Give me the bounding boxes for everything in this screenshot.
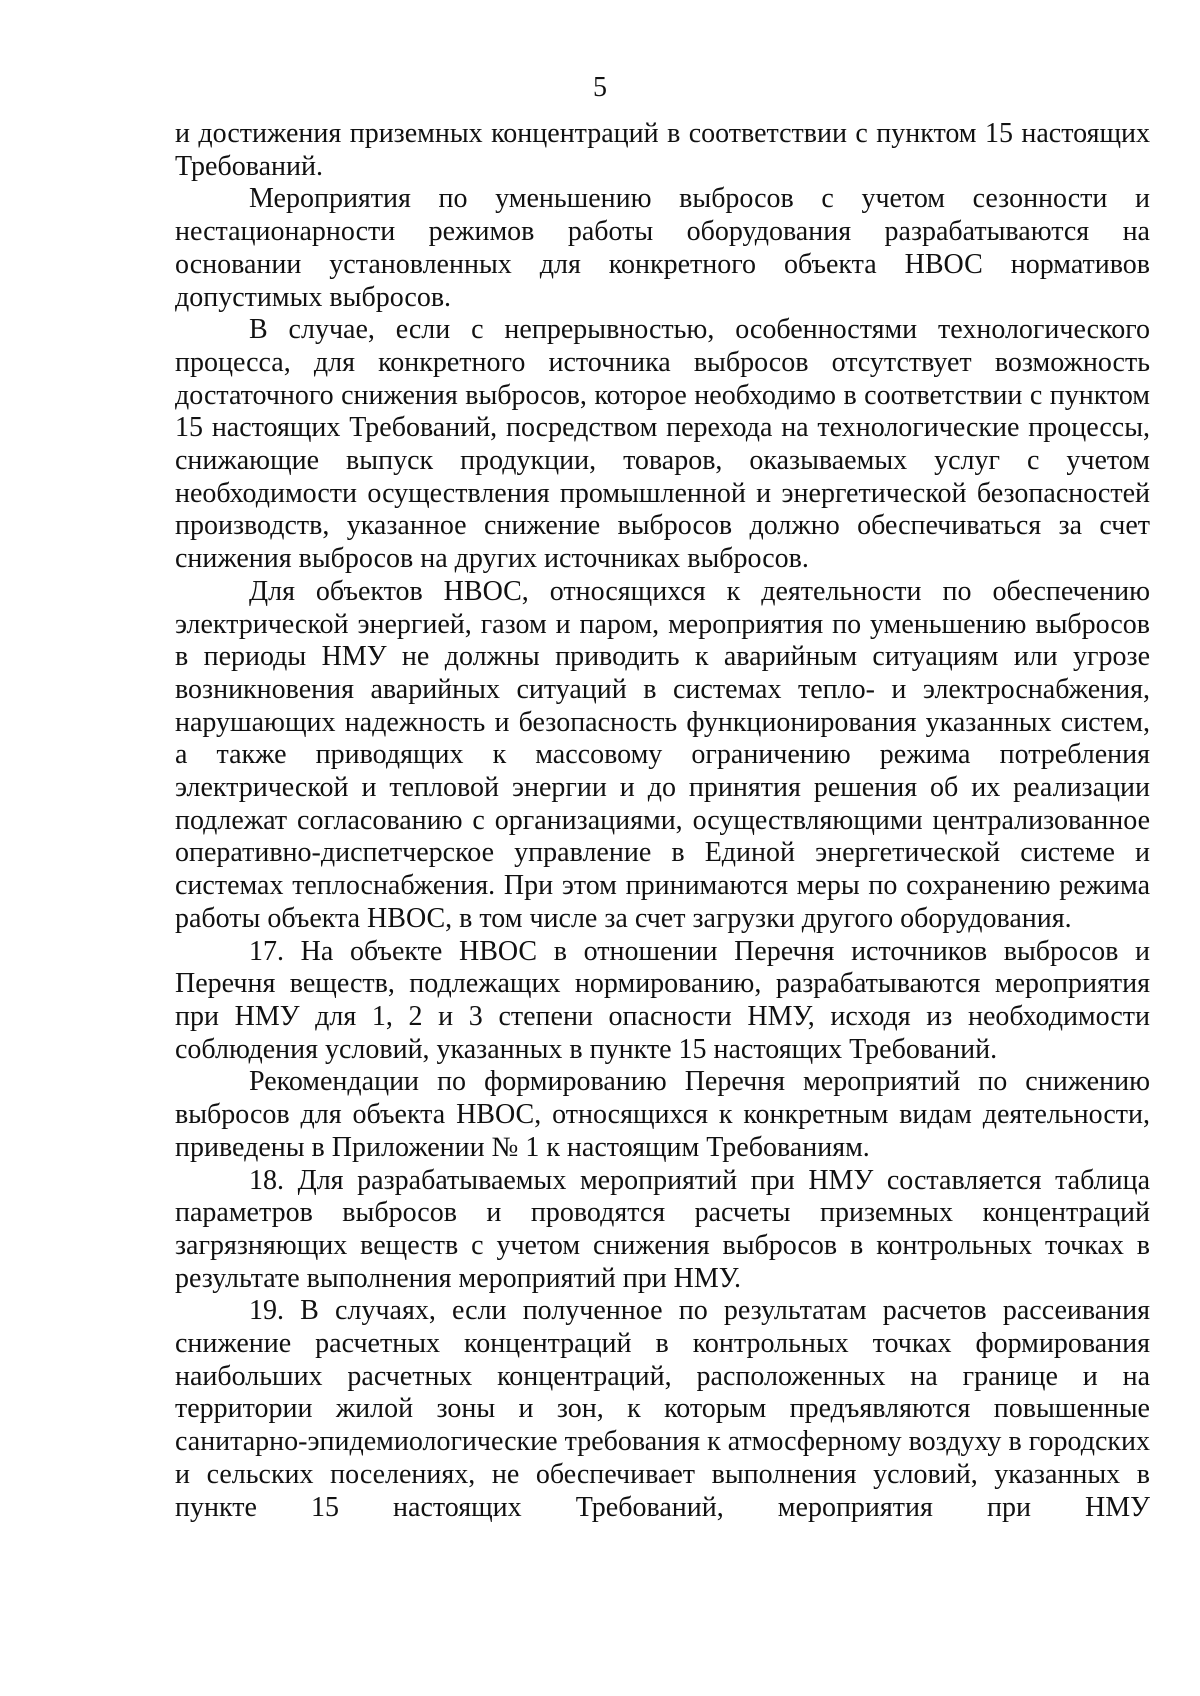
paragraph-item-18: 18. Для разрабатываемых мероприятий при НМУ составляется таблица параметров выбросов и проводятся расчеты приземных концентраций загрязняющих веществ с учетом снижения выбросов в контрольных точках в результате выполнения мероприятий при НМУ. <box>175 1164 1150 1294</box>
paragraph-seasonal-measures: Мероприятия по уменьшению выбросов с учетом сезонности и нестационарности режимов работы оборудования разрабатываются на основании установленных для конкретного объекта НВОС нормативов допустимых выбросов. <box>175 183 1150 313</box>
document-body <box>175 118 1150 1524</box>
paragraph-item-17: 17. На объекте НВОС в отношении Перечня источников выбросов и Перечня веществ, подлежащих нормированию, разрабатываются мероприятия при НМУ для 1, 2 и 3 степени опасности НМУ, исходя из необходимости соблюдения условий, указанных в пункте 15 настоящих Требований. <box>175 935 1150 1065</box>
paragraph-energy-objects: Для объектов НВОС, относящихся к деятельности по обеспечению электрической энергией, газом и паром, мероприятия по уменьшению выбросов в периоды НМУ не должны приводить к аварийным ситуациям или угрозе возникновения аварийных ситуаций в системах тепло- и электроснабжения, нарушающих надежность и безопасность функционирования указанных систем, а также приводящих к массовому ограничению режима потребления электрической и тепловой энергии и до принятия решения об их реализации подлежат согласованию с организациями, осуществляющими централизованное оперативно-диспетчерское управление в Единой энергетической системе и системах теплоснабжения. При этом принимаются меры по сохранению режима работы объекта НВОС, в том числе за счет загрузки другого оборудования. <box>175 575 1150 934</box>
page-number: 5 <box>593 72 607 103</box>
paragraph-continuation: и достижения приземных концентраций в соответствии с пунктом 15 настоящих Требований. <box>175 118 1150 182</box>
paragraph-item-19: 19. В случаях, если полученное по результатам расчетов рассеивания снижение расчетных концентраций в контрольных точках формирования наибольших расчетных концентраций, расположенных на границе и на территории жилой зоны и зон, к которым предъявляются повышенные санитарно-эпидемиологические требования к атмосферному воздуху в городских и сельских поселениях, не обеспечивает выполнения условий, указанных в пункте 15 настоящих Требований, мероприятия при НМУ <box>175 1295 1150 1523</box>
paragraph-continuous-process: В случае, если с непрерывностью, особенностями технологического процесса, для конкретного источника выбросов отсутствует возможность достаточного снижения выбросов, которое необходимо в соответствии с пунктом 15 настоящих Требований, посредством перехода на технологические процессы, снижающие выпуск продукции, товаров, оказываемых услуг с учетом необходимости осуществления промышленной и энергетической безопасностей производств, указанное снижение выбросов должно обеспечиваться за счет снижения выбросов на других источниках выбросов. <box>175 314 1150 575</box>
paragraph-recommendations: Рекомендации по формированию Перечня мероприятий по снижению выбросов для объекта НВОС, относящихся к конкретным видам деятельности, приведены в Приложении № 1 к настоящим Требованиям. <box>175 1066 1150 1163</box>
